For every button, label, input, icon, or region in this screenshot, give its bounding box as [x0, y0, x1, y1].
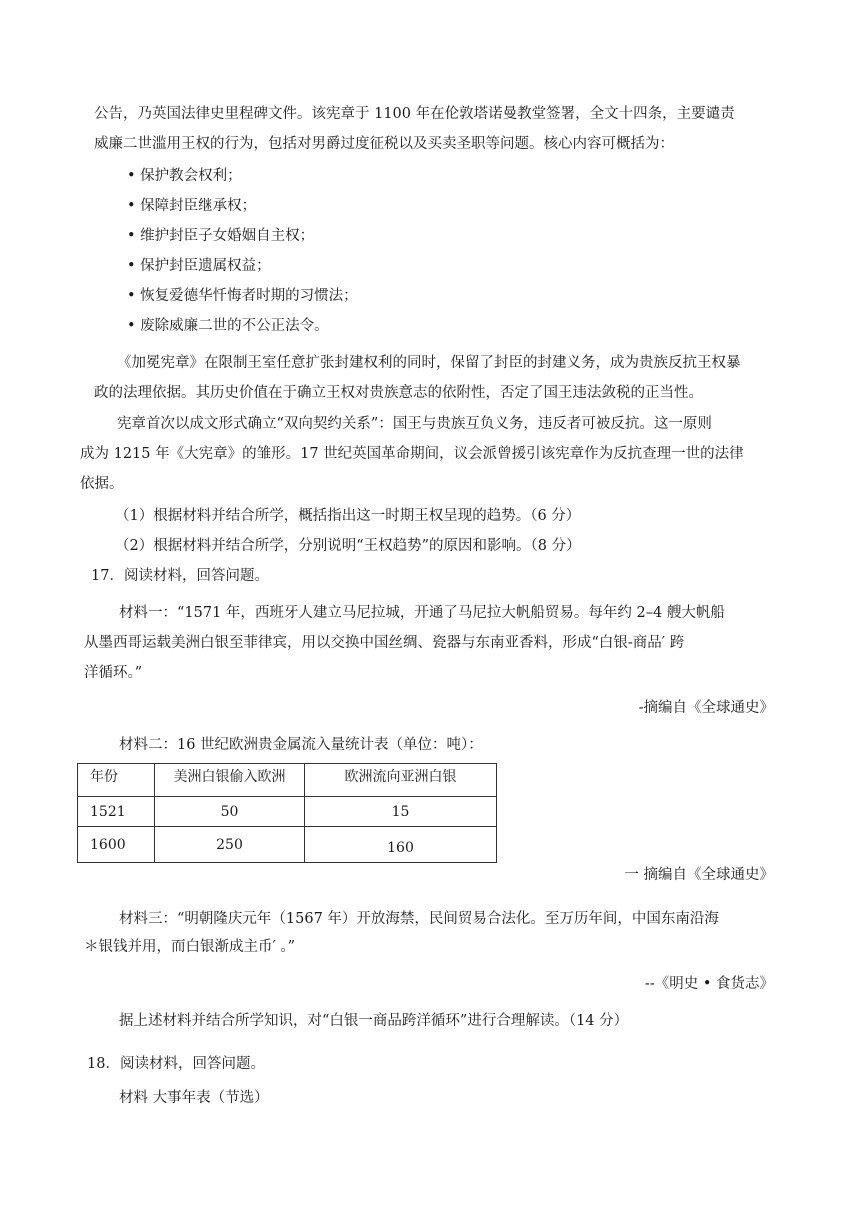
- passage-line: 威廉二世滥用王权的行为，包括对男爵过度征税以及买卖圣职等问题。核心内容可概括为：: [94, 136, 674, 152]
- question-18-material: 材料 大事年表（节选）: [119, 1090, 269, 1106]
- paragraph-line: 《加冕宪章》在限制王室任意扩张封建权利的同时，保留了封臣的封建义务，成为贵族反抗王权暴: [117, 355, 741, 371]
- bullet-item: • 恢复爱德华忏悔者时期的习惯法；: [127, 288, 358, 304]
- material-two-source: 一 摘编自《全球通史》: [624, 867, 774, 883]
- question-2: （2）根据材料并结合所学，分别说明“王权趋势”的原因和影响。（8 分）: [115, 538, 581, 554]
- paragraph-line: 成为 1215 年《大宪章》的雏形。17 世纪英国革命期间，议会派曾援引该宪章作为反抗查理一世的法律: [80, 446, 744, 462]
- table-cell: 1600: [78, 827, 155, 863]
- question-18-header: 18．阅读材料，回答问题。: [87, 1056, 265, 1072]
- table-cell: 15: [305, 797, 497, 827]
- material-three-source: --《明史 • 食货志》: [644, 976, 774, 992]
- material-one-line: 材料一：“1571 年，西班牙人建立马尼拉城，开通了马尼拉大帆船贸易。每年约 2–4 艘大帆船: [119, 605, 725, 621]
- material-two-title: 材料二：16 世纪欧洲贵金属流入量统计表（单位：吨）：: [119, 737, 483, 753]
- bullet-item: • 保护封臣遗属权益；: [127, 258, 271, 274]
- question-17-header: 17．阅读材料，回答问题。: [91, 568, 269, 584]
- bullet-item: • 废除威廉二世的不公正法令。: [127, 318, 329, 334]
- table-header-cell: 欧洲流向亚洲白银: [305, 764, 497, 797]
- paragraph-line: 政的法理依据。其历史价值在于确立王权对贵族意志的依附性，否定了国王违法敛税的正当性。: [94, 385, 703, 401]
- bullet-item: • 维护封臣子女婚姻自主权；: [127, 228, 315, 244]
- table-cell: 50: [155, 797, 305, 827]
- passage-line: 公告，乃英国法律史里程碑文件。该宪章于 1100 年在伦敦塔诺曼教堂签署，全文十四条，主要谴责: [94, 106, 735, 122]
- material-one-line: 从墨西哥运载美洲白银至菲律宾，用以交换中国丝绸、瓷器与东南亚香料，形成“白银-商品′ 跨: [84, 635, 685, 651]
- table-row: [78, 797, 497, 827]
- question-17-prompt: 据上述材料并结合所学知识，对“白银一商品跨洋循环”进行合理解读。（14 分）: [119, 1013, 629, 1029]
- table-cell: 1521: [78, 797, 155, 827]
- table-header-cell: 美洲白银偷入欧洲: [155, 764, 305, 797]
- bullet-item: • 保护教会权利；: [127, 168, 242, 184]
- material-one-line: 洋循环。”: [84, 665, 143, 681]
- material-three-line: ＊银钱并用，而白银渐成主币′ 。”: [84, 939, 296, 955]
- table-header-row: [78, 764, 497, 797]
- paragraph-line: 宪章首次以成文形式确立“双向契约关系”：国王与贵族互负义务，违反者可被反抗。这一原则: [117, 416, 712, 432]
- bullet-item: • 保障封臣继承权；: [127, 198, 257, 214]
- table-row: [78, 827, 497, 863]
- material-three-line: 材料三：“明朝隆庆元年（1567 年）开放海禁，民间贸易合法化。至万历年间，中国东南沿海: [119, 911, 719, 927]
- material-one-source: -摘编自《全球通史》: [638, 700, 774, 716]
- paragraph-line: 依据。: [80, 476, 124, 492]
- silver-flow-table: [77, 763, 497, 863]
- table-cell: 160: [305, 827, 497, 863]
- question-1: （1）根据材料并结合所学，概括指出这一时期王权呈现的趋势。（6 分）: [115, 508, 581, 524]
- table-header-cell: 年份: [78, 764, 155, 797]
- table-cell: 250: [155, 827, 305, 863]
